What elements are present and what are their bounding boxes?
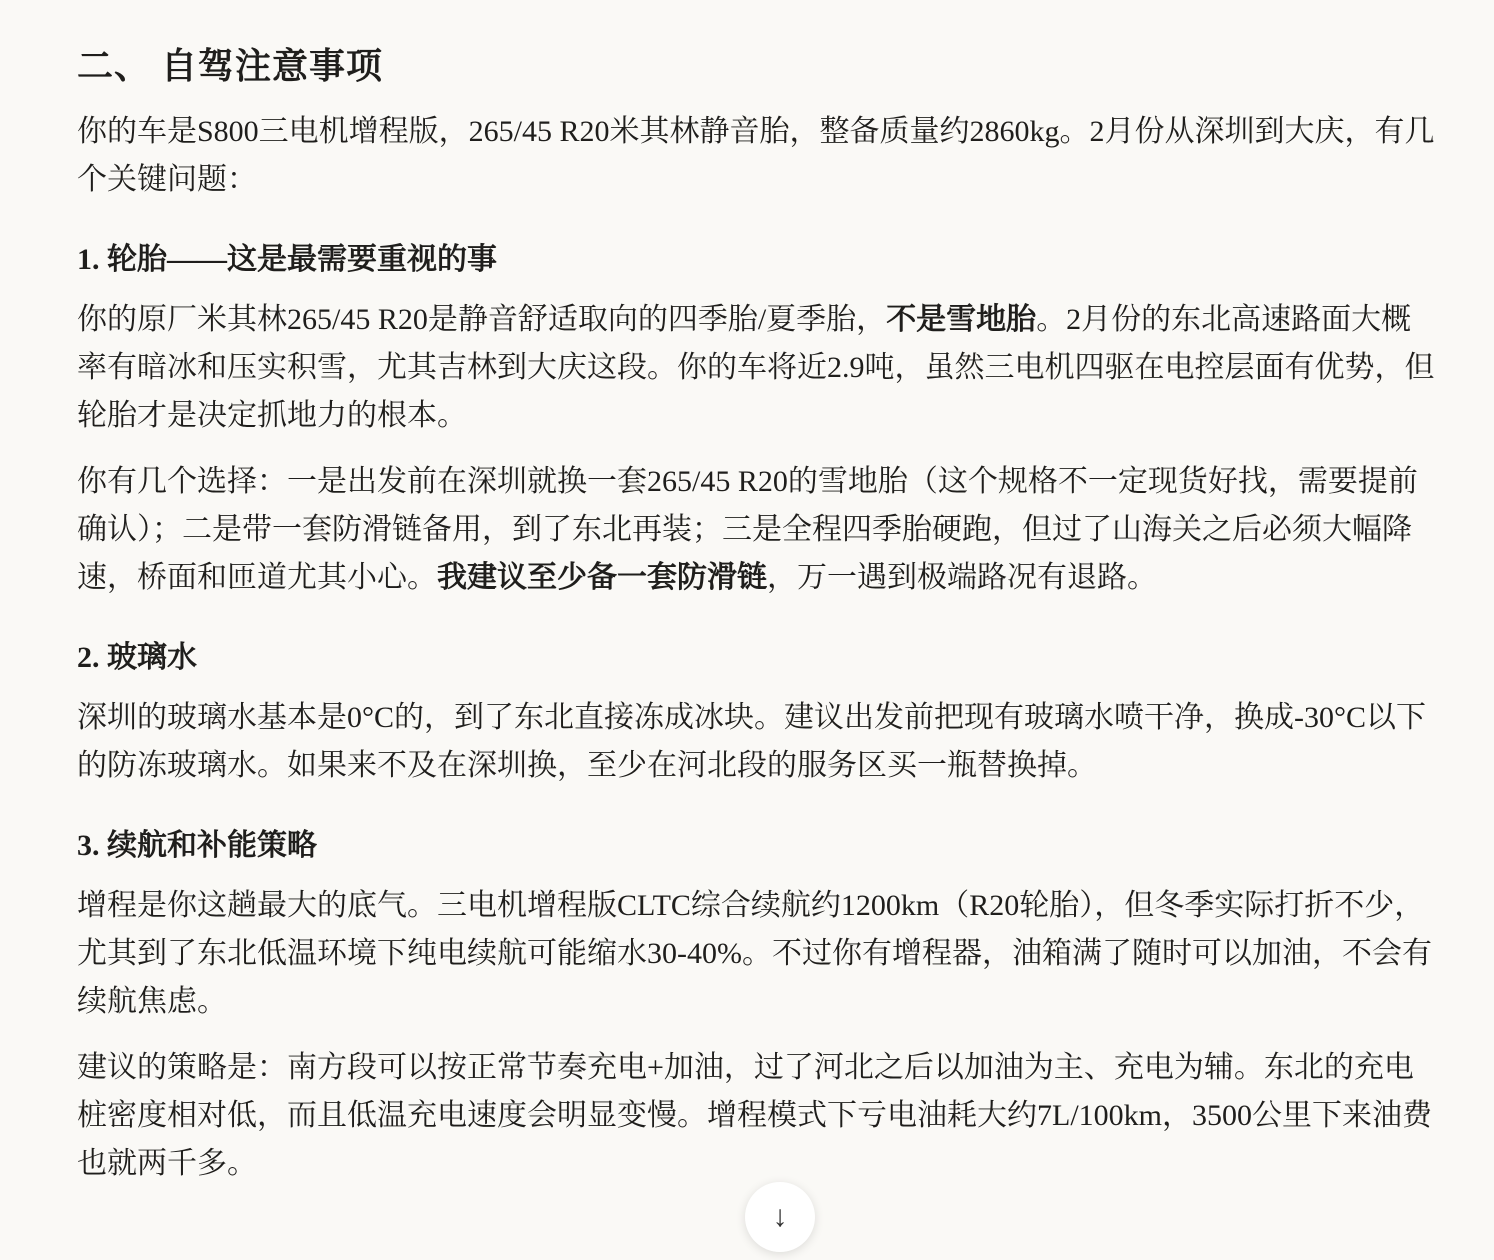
heading-washer-fluid: 2. 玻璃水 [77, 641, 197, 674]
message-content [77, 38, 1437, 1206]
intro-paragraph: 你的车是S800三电机增程版，265/45 R20米其林静音胎，整备质量约2860kg。2月份从深圳到大庆，有几个关键问题： [77, 115, 1435, 196]
text: 你有几个选择：一是出发前在深圳就换一套265/45 R20的雪地胎（这个规格不一定现货好找，需要提前确认）；二是带一套防滑链备用，到了东北再装；三是全程四季胎硬跑，但过了山海关之后必须大幅降速，桥面和匝道尤其小心。 [77, 465, 1418, 594]
scroll-to-bottom-button[interactable] [745, 1182, 815, 1252]
heading-tires: 1. 轮胎——这是最需要重视的事 [77, 243, 497, 276]
text: 。2月份的东北高速路面大概率有暗冰和压实积雪，尤其吉林到大庆这段。你的车将近2.9吨，虽然三电机四驱在电控层面有优势，但轮胎才是决定抓地力的根本。 [77, 303, 1435, 432]
paragraph [77, 296, 1437, 440]
paragraph: 深圳的玻璃水基本是0°C的，到了东北直接冻成冰块。建议出发前把现有玻璃水喷干净，换成-30°C以下的防冻玻璃水。如果来不及在深圳换，至少在河北段的服务区买一瓶替换掉。 [77, 701, 1427, 782]
section-title: 二、 自驾注意事项 [77, 46, 384, 86]
paragraph [77, 458, 1437, 602]
text: 你的原厂米其林265/45 R20是静音舒适取向的四季胎/夏季胎， [77, 303, 887, 336]
paragraph: 建议的策略是：南方段可以按正常节奏充电+加油，过了河北之后以加油为主、充电为辅。东北的充电桩密度相对低，而且低温充电速度会明显变慢。增程模式下亏电油耗大约7L/100km，3500公里下来油费也就两千多。 [77, 1051, 1432, 1180]
text: ，万一遇到极端路况有退路。 [767, 561, 1157, 594]
heading-range-strategy: 3. 续航和补能策略 [77, 829, 317, 862]
bold-text: 我建议至少备一套防滑链 [437, 561, 767, 594]
bold-text: 不是雪地胎 [886, 303, 1037, 336]
paragraph: 增程是你这趟最大的底气。三电机增程版CLTC综合续航约1200km（R20轮胎），但冬季实际打折不少，尤其到了东北低温环境下纯电续航可能缩水30-40%。不过你有增程器，油箱满了随时可以加油，不会有续航焦虑。 [77, 889, 1432, 1018]
arrow-down-icon: ↓ [772, 1200, 788, 1233]
